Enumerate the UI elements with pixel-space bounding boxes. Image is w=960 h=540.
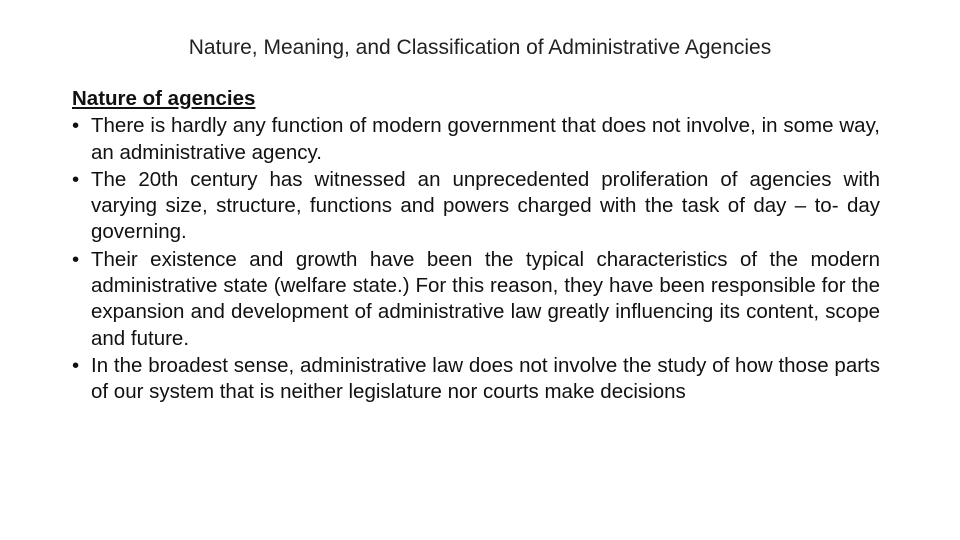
- bullet-text: In the broadest sense, administrative law does not involve the study of how those parts of our system that is neither legislature nor courts make decisions: [91, 353, 880, 404]
- bullet-item: [72, 247, 880, 352]
- section-heading: Nature of agencies: [72, 87, 256, 110]
- bullet-icon: •: [72, 167, 80, 191]
- bullet-list: [72, 113, 880, 405]
- bullet-item: [72, 113, 880, 166]
- bullet-text: The 20th century has witnessed an unprecedented proliferation of agencies with varying size, structure, functions and powers charged with the task of day – to- day governing.: [91, 167, 880, 244]
- bullet-icon: •: [72, 353, 80, 377]
- bullet-item: [72, 167, 880, 246]
- bullet-text: There is hardly any function of modern government that does not involve, in some way, an administrative agency.: [91, 114, 880, 164]
- slide-content: [72, 86, 880, 407]
- bullet-text: Their existence and growth have been the typical characteristics of the modern administrative state (welfare state.) For this reason, they have been responsible for the expansion and development of administrative law greatly influencing its content, scope and future.: [91, 247, 880, 350]
- bullet-icon: •: [72, 247, 80, 271]
- bullet-item: [72, 353, 880, 406]
- bullet-icon: •: [72, 114, 80, 138]
- slide-title: Nature, Meaning, and Classification of Administrative Agencies: [188, 36, 772, 59]
